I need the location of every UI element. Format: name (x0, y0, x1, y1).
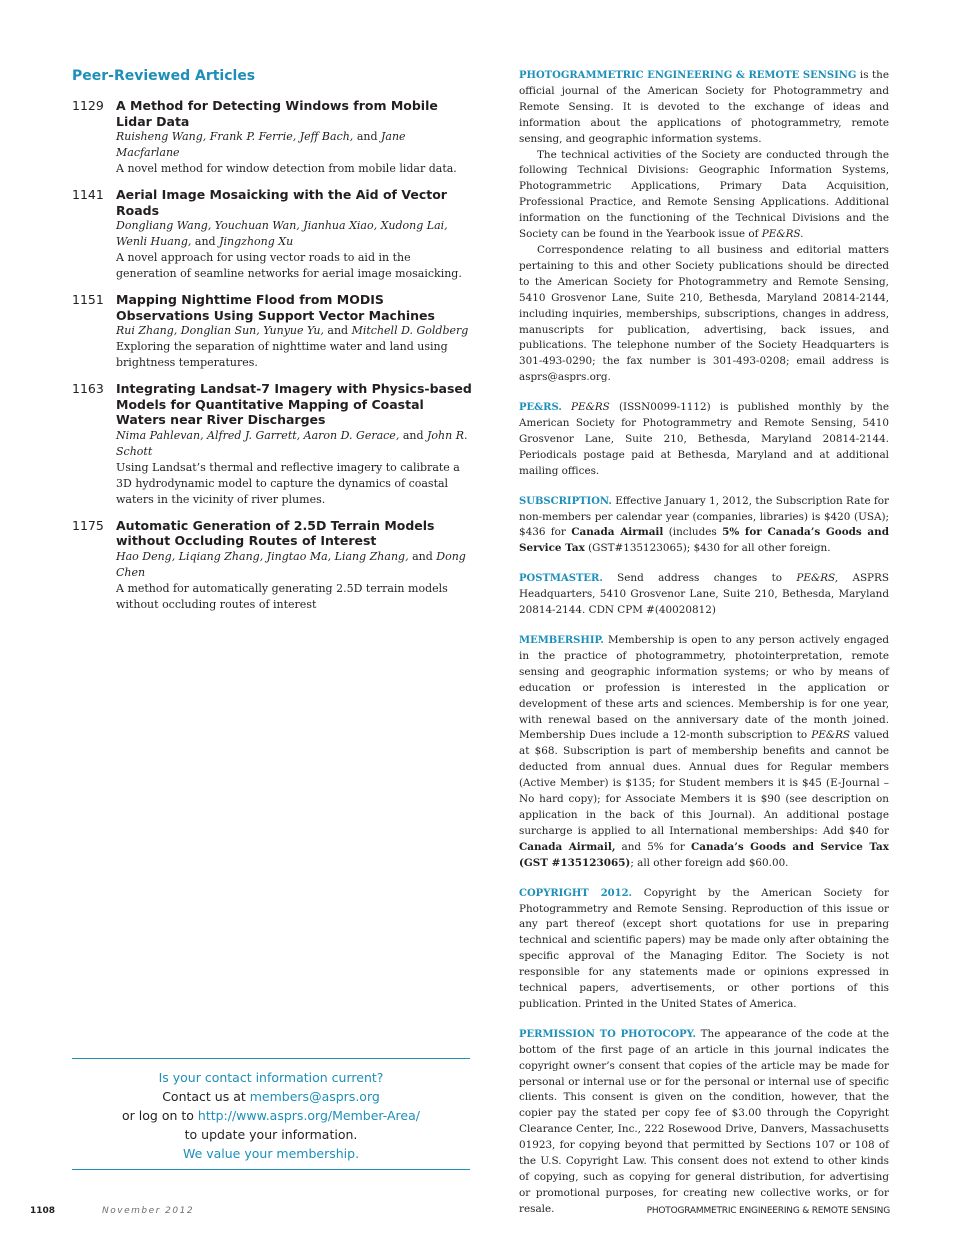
page-footer (30, 1206, 890, 1220)
membership-label: MEMBERSHIP. (519, 635, 604, 646)
article-entry[interactable] (72, 518, 472, 613)
membership-paragraph: MEMBERSHIP. Membership is open to any person actively engaged in the practice of photogrammetry, photointerpretation, remote sensing and geographic information systems; or who by means of education or profession is interested in the application or development of these arts and sciences. Membership is for one year, with renewal based on the anniversary date of the month joined. Membership Dues include a 12-month subscription to PE&RS valued at $68. Subscription is part of membership benefits and cannot be deducted from annual dues. Annual dues for Regular members (Active Member) is $135; for Student members it is $45 (E-Journal – No hard copy); for Associate Members it is $90 (see description on application in the back of this Journal). An additional postage surcharge is applied to all International memberships: Add $40 for Canada Airmail, and 5% for Canada’s Goods and Service Tax (GST #135123065); all other foreign add $60.00. (519, 634, 889, 869)
permission-paragraph: PERMISSION TO PHOTOCOPY. The appearance of the code at the bottom of the first page of an article in this journal indicates the copyright owner’s consent that copies of the article may be made for personal or internal use or for the personal or internal use of specific clients. This consent is given on the condition, however, that the copier pay the stated per copy fee of $3.00 through the Copyright Clearance Center, Inc., 222 Rosewood Drive, Danvers, Massachusetts 01923, for copying beyond that permitted by Sections 107 or 108 of the U.S. Copyright Law. This consent does not extend to other kinds of copying, such as copying for general distribution, for advertising or promotional purposes, for creating new collective works, or for resale. (519, 1027, 890, 1215)
journal-info (519, 68, 889, 1232)
copyright-label: COPYRIGHT 2012. (519, 887, 633, 899)
member-area-link[interactable]: http://www.asprs.org/Member-Area/ (197, 1108, 420, 1123)
notice-closing: We value your membership. (182, 1146, 360, 1161)
article-authors: Hao Deng, Liqiang Zhang, Jingtao Ma, Liang Zhang, and Dong Chen (116, 549, 466, 579)
journal-name-label: PHOTOGRAMMETRIC ENGINEERING & REMOTE SENSING (519, 70, 857, 81)
article-page-number: 1151 (72, 292, 104, 307)
postmaster-paragraph: POSTMASTER. Send address changes to PE&RS, ASPRS Headquarters, 5410 Grosvenor Lane, Suite 210, Bethesda, Maryland 20814-2144. CDN CPM #(40020812) (519, 572, 889, 617)
article-page-number: 1129 (72, 98, 104, 113)
subscription-paragraph: SUBSCRIPTION. Effective January 1, 2012, the Subscription Rate for non-members per calendar year (companies, libraries) is $420 (USA); $436 for Canada Airmail (includes 5% for Canada’s Goods and Service Tax (GST#135123065); $430 for all other foreign. (519, 494, 889, 555)
article-description: Exploring the separation of nighttime water and land using brightness temperatures. (116, 340, 448, 369)
correspondence-paragraph: Correspondence relating to all business and editorial matters pertaining to this and other Society publications should be directed to the American Society for Photogrammetry and Remote Sensing, 5410 Grosvenor Lane, Suite 210, Bethesda, Maryland 20814-2144, including inquiries, memberships, subscriptions, changes in address, manuscripts for publication, advertising, back issues, and publications. The telephone number of the Society Headquarters is 301-493-0290; the fax number is 301-493-0208; email address is asprs@asprs.org. (519, 243, 889, 384)
article-title[interactable]: Aerial Image Mosaicking with the Aid of Vector Roads (116, 187, 447, 218)
footer-journal-name: PHOTOGRAMMETRIC ENGINEERING & REMOTE SENSING (646, 1206, 890, 1216)
technical-divisions-paragraph: The technical activities of the Society are conducted through the following Technical Divisions: Geographic Information Systems, Photogrammetric Applications, Primary Data Acquisition, Professional Practice, and Remote Sensing Applications. Additional information on the functioning of the Technical Divisions and the Society can be found in the Yearbook issue of PE&RS. (519, 148, 889, 241)
article-description: Using Landsat’s thermal and reflective imagery to calibrate a 3D hydrodynamic model to capture the dynamics of coastal waters in the vicinity of river plumes. (116, 460, 460, 506)
article-authors: Rui Zhang, Donglian Sun, Yunyue Yu, and Mitchell D. Goldberg (116, 324, 469, 337)
article-description: A novel approach for using vector roads to aid in the generation of seamline networks for aerial image mosaicking. (116, 251, 462, 280)
notice-update-line: to update your information. (184, 1127, 358, 1142)
email-link[interactable]: members@asprs.org (249, 1089, 380, 1104)
article-page-number: 1175 (72, 517, 104, 533)
article-page-number: 1163 (72, 381, 104, 396)
copyright-paragraph: COPYRIGHT 2012. Copyright by the American Society for Photogrammetry and Remote Sensing. Reproduction of this issue or any part thereof (except short quotations for use in preparing technical and scientific papers) may be made only after obtaining the specific approval of the Managing Editor. The Society is not responsible for any statements made or opinions expressed in technical papers, advertisements, or other portions of this publication. Printed in the United States of America. (519, 886, 889, 1010)
article-title[interactable]: A Method for Detecting Windows from Mobile Lidar Data (116, 98, 438, 129)
contact-notice (72, 1058, 470, 1170)
article-title[interactable]: Mapping Nighttime Flood from MODIS Observations Using Support Vector Machines (116, 292, 435, 323)
article-entry[interactable] (72, 98, 472, 177)
article-description: A method for automatically generating 2.5D terrain models without occluding routes of interest (116, 581, 448, 611)
article-entry[interactable] (72, 187, 472, 282)
notice-url-line: or log on to http://www.asprs.org/Member-Area/ (122, 1108, 420, 1123)
footer-page-number: 1108 (30, 1206, 56, 1216)
permission-label: PERMISSION TO PHOTOCOPY. (519, 1028, 697, 1040)
table-of-contents (72, 68, 472, 623)
article-description: A novel method for window detection from mobile lidar data. (116, 162, 457, 175)
notice-question: Is your contact information current? (158, 1070, 384, 1085)
article-authors: Ruisheng Wang, Frank P. Ferrie, Jeff Bach, and Jane Macfarlane (116, 130, 406, 159)
pers-paragraph: PE&RS. PE&RS (ISSN0099-1112) is published monthly by the American Society for Photogrammetry and Remote Sensing, 5410 Grosvenor Lane, Suite 210, Bethesda, Maryland 20814-2144. Periodicals postage paid at Bethesda, Maryland and at additional mailing offices. (519, 401, 890, 477)
article-title[interactable]: Integrating Landsat-7 Imagery with Physics-based Models for Quantitative Mapping of Coastal Waters near River Discharges (116, 381, 472, 427)
article-entry[interactable] (72, 381, 472, 508)
article-page-number: 1141 (72, 187, 104, 202)
article-authors: Nima Pahlevan, Alfred J. Garrett, Aaron D. Gerace, and John R. Schott (116, 428, 468, 458)
notice-contact-line: Contact us at members@asprs.org (162, 1089, 380, 1104)
pers-label: PE&RS. (519, 402, 562, 414)
article-entry[interactable] (72, 292, 472, 371)
subscription-label: SUBSCRIPTION. (519, 495, 612, 507)
article-title[interactable]: Automatic Generation of 2.5D Terrain Models without Occluding Routes of Interest (116, 517, 435, 548)
footer-issue-date: November 2012 (102, 1206, 195, 1216)
intro-paragraph: PHOTOGRAMMETRIC ENGINEERING & REMOTE SENSING is the official journal of the American Society for Photogrammetry and Remote Sensing. It is devoted to the exchange of ideas and information about the applications of photogrammetry, remote sensing, and geographic information systems. (519, 69, 889, 145)
section-title: Peer-Reviewed Articles (72, 68, 256, 84)
article-authors: Dongliang Wang, Youchuan Wan, Jianhua Xiao, Xudong Lai, Wenli Huang, and Jingzhong Xu (116, 219, 448, 248)
postmaster-label: POSTMASTER. (519, 573, 603, 585)
